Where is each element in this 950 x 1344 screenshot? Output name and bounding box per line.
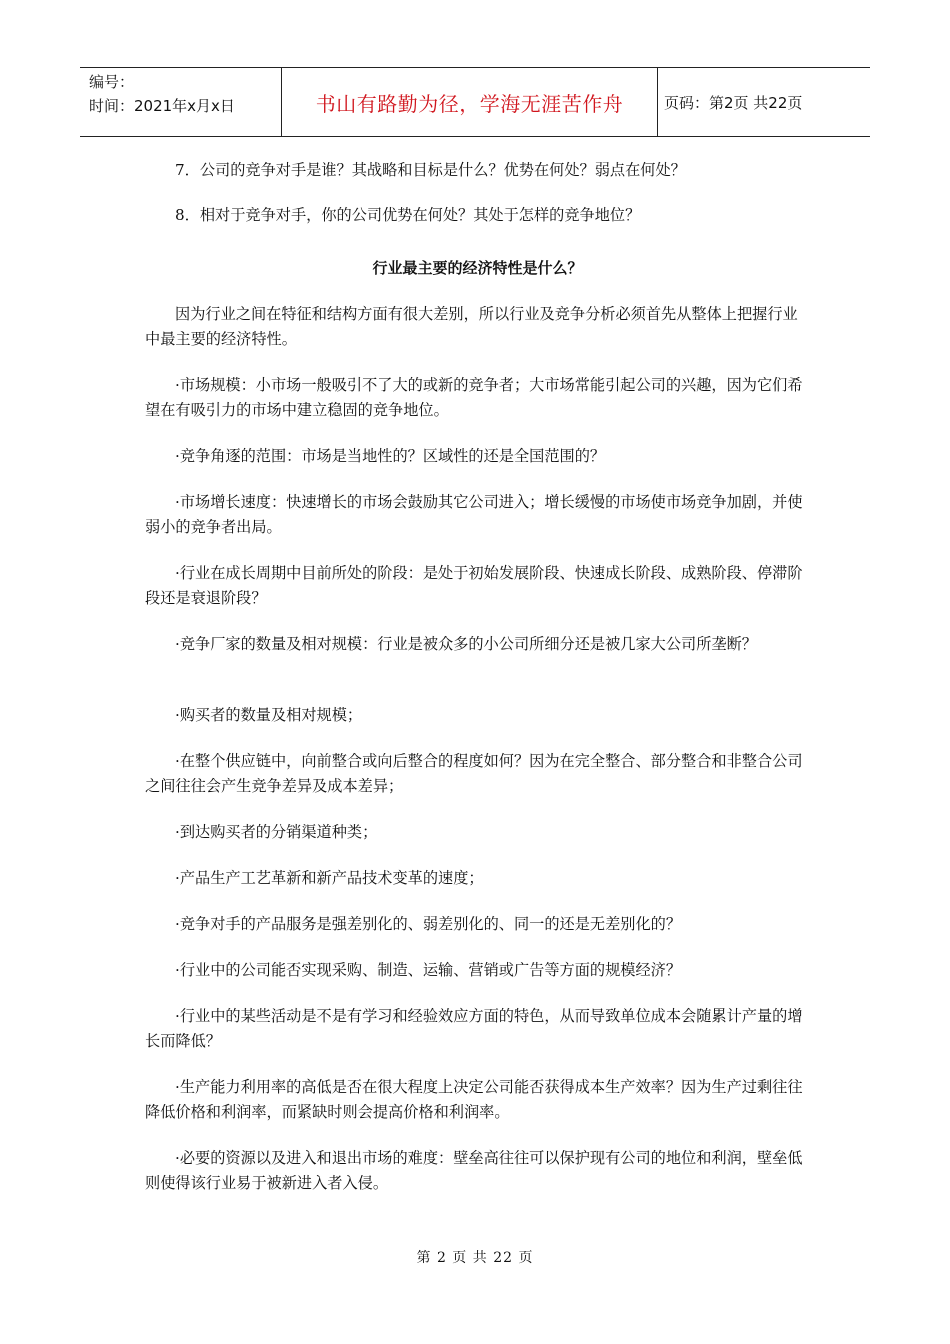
bullet-innovation-speed: ·产品生产工艺革新和新产品技术变革的速度； — [175, 869, 484, 887]
paragraph-7: 7．公司的竞争对手是谁？其战略和目标是什么？优势在何处？弱点在何处？ — [175, 161, 686, 179]
bullet-competition-scope: ·竞争角逐的范围：市场是当地性的？区域性的还是全国范围的？ — [175, 447, 606, 465]
bullet-product-differentiation: ·竞争对手的产品服务是强差别化的、弱差别化的、同一的还是无差别化的？ — [175, 915, 682, 933]
body-paragraph: 因为行业之间在特征和结构方面有很大差别，所以行业及竞争分析必须首先从整体上把握行业中最主要的经济特性。 — [145, 305, 798, 348]
section-heading: 行业最主要的经济特性是什么？ — [372, 259, 583, 277]
bullet-learning-effects: ·行业中的某些活动是不是有学习和经验效应方面的特色，从而导致单位成本会随累计产量的增长而降低？ — [145, 1007, 803, 1050]
bullet-capacity-utilization: ·生产能力利用率的高低是否在很大程度上决定公司能否获得成本生产效率？因为生产过剩往往降低价格和利润率，而紧缺时则会提高价格和利润率。 — [145, 1078, 803, 1121]
page-header — [80, 67, 870, 137]
paragraph-8: 8．相对于竞争对手，你的公司优势在何处？其处于怎样的竞争地位？ — [175, 206, 641, 224]
header-page-label: 页码：第2页 共22页 — [664, 93, 803, 112]
document-number-label: 编号： — [89, 73, 135, 91]
bullet-market-size: ·市场规模：小市场一般吸引不了大的或新的竞争者；大市场常能引起公司的兴趣，因为它们希望在有吸引力的市场中建立稳固的竞争地位。 — [145, 376, 803, 419]
bullet-distribution-channels: ·到达购买者的分销渠道种类； — [175, 823, 378, 841]
bullet-supply-chain-integration: ·在整个供应链中，向前整合或向后整合的程度如何？因为在完全整合、部分整合和非整合公司之间往往会产生竞争差异及成本差异； — [145, 752, 803, 795]
bullet-entry-barriers: ·必要的资源以及进入和退出市场的难度：壁垒高往往可以保护现有公司的地位和利润，壁垒低则使得该行业易于被新进入者入侵。 — [145, 1149, 803, 1192]
bullet-buyer-count: ·购买者的数量及相对规模； — [175, 706, 363, 724]
document-body — [145, 150, 810, 1196]
bullet-market-growth: ·市场增长速度：快速增长的市场会鼓励其它公司进入；增长缓慢的市场使市场竞争加剧，并使弱小的竞争者出局。 — [145, 493, 803, 536]
bullet-economies-of-scale: ·行业中的公司能否实现采购、制造、运输、营销或广告等方面的规模经济？ — [175, 961, 682, 979]
page-footer: 第 2 页 共 22 页 — [416, 1250, 534, 1266]
document-time-label: 时间：2021年x月x日 — [89, 97, 235, 115]
bullet-life-cycle-stage: ·行业在成长周期中目前所处的阶段：是处于初始发展阶段、快速成长阶段、成熟阶段、停滞阶段还是衰退阶段？ — [145, 564, 803, 607]
header-motto: 书山有路勤为径，学海无涯苦作舟 — [282, 68, 658, 136]
bullet-competitor-count: ·竞争厂家的数量及相对规模：行业是被众多的小公司所细分还是被几家大公司所垄断？ — [175, 635, 757, 653]
header-left-cell — [80, 68, 282, 136]
